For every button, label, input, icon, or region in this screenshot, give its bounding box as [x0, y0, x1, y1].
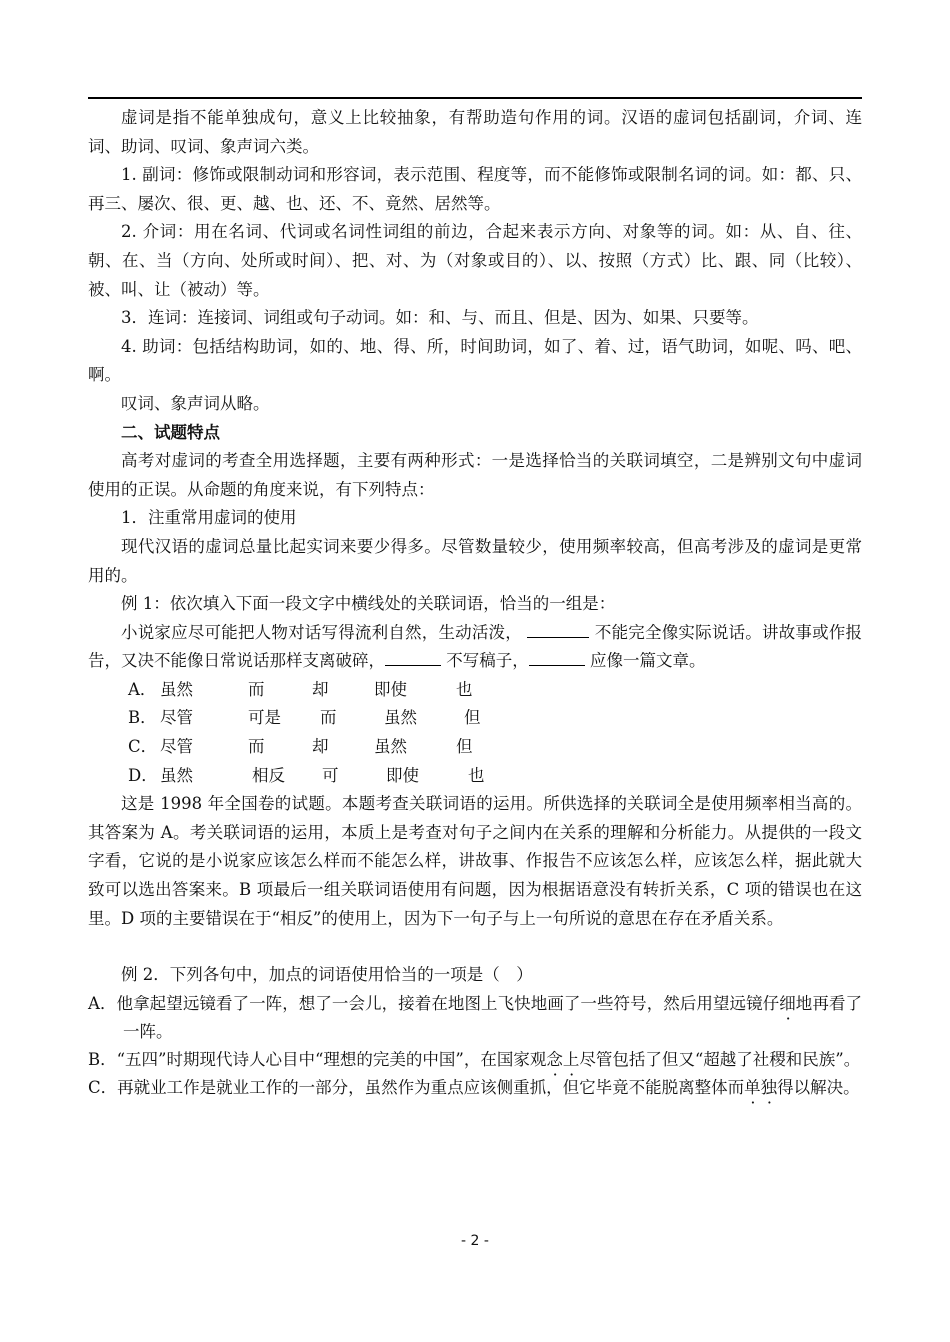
example-2-option-c: C．再就业工作是就业工作的一部分，虽然作为重点应该侧重抓，但它毕竟不能脱离整体而单独得以解决。	[88, 1077, 860, 1097]
paragraph: 4. 助词：包括结构助词，如的、地、得、所，时间助词，如了、着、过，语气助词，如呢、吗、吧、啊。	[88, 336, 862, 385]
example-1-question: 例 1：依次填入下面一段文字中横线处的关联词语，恰当的一组是：	[121, 594, 616, 614]
paragraph: 叹词、象声词从略。	[121, 393, 270, 413]
emphasis-dot-word: 以	[793, 1077, 811, 1097]
example-2-option-a: A．他拿起望远镜看了一阵，想了一会儿，接着在地图上飞快地画了一些符号，然后用望远镜仔细地再看了一阵。	[88, 993, 863, 1041]
example-2-question: 例 2．下列各句中，加点的词语使用恰当的一项是（ ）	[121, 965, 533, 985]
paragraph: 现代汉语的虚词总量比起实词来要少得多。尽管数量较少，使用频率较高，但高考涉及的虚词是更常用的。	[88, 536, 862, 585]
answer-analysis: 这是 1998 年全国卷的试题。本题考查关联词语的运用。所供选择的关联词全是使用频率相当高的。其答案为 A。考关联词语的运用，本质上是考查对句子之间内在关系的理解和分析能力。从提供的一段文字看，它说的是小说家应该怎么样而不能怎么样，讲故事、作报告不应该怎么样，应该怎么样，据此就大致可以选出答案来。B 项最后一组关联词语使用有问题，因为根据语意没有转折关系，C 项的错误也在这里。D 项的主要错误在于“相反”的使用上，因为下一句子与上一句所说的意思在存在矛盾关系。	[88, 794, 862, 928]
option-row: A． 虽然 而 却 即使 也	[128, 679, 473, 699]
paragraph: 高考对虚词的考查全用选择题，主要有两种形式：一是选择恰当的关联词填空，二是辨别文句中虚词使用的正误。从命题的角度来说，有下列特点：	[88, 451, 862, 499]
option-row: B． 尽管 可是 而 虽然 但	[128, 708, 481, 728]
emphasis-dot-word: 管	[595, 1049, 613, 1069]
paragraph: 1. 副词：修饰或限制动词和形容词，表示范围、程度等，而不能修饰或限制名词的词。如：都、只、再三、屡次、很、更、越、也、还、不、竟然、居然等。	[88, 165, 862, 213]
paragraph: 虚词是指不能单独成句，意义上比较抽象，有帮助造句作用的词。汉语的虚词包括副词，介词、连词、助词、叹词、象声词六类。	[88, 108, 862, 156]
document-body	[88, 104, 862, 1102]
emphasis-dot-word: 再	[812, 993, 829, 1013]
paragraph: 2. 介词：用在名词、代词或名词性词组的前边，合起来表示方向、对象等的词。如：从、自、往、朝、在、当（方向、处所或时间）、把、对、为（对象或目的）、以、按照（方式）比、跟、同（比较）、被、叫、让（被动）等。	[88, 222, 862, 299]
paragraph: 3．连词：连接词、词组或句子动词。如：和、与、而且、但是、因为、如果、只要等。	[121, 308, 759, 328]
example-1-passage: 小说家应尽可能把人物对话写得流利自然，生动活泼， 不能完全像实际说话。讲故事或作报告，又决不能像日常说话那样支离破碎， 不写稿子， 应像一篇文章。	[88, 619, 862, 676]
fill-blank-3	[529, 649, 585, 667]
fill-blank-2	[385, 649, 441, 667]
header-rule	[88, 97, 862, 99]
option-row: C． 尽管 而 却 虽然 但	[128, 737, 473, 757]
fill-blank-1	[527, 620, 589, 638]
emphasis-dot-word: 得	[777, 1077, 794, 1097]
page-number: - 2 -	[461, 1233, 489, 1249]
paragraph: 1．注重常用虚词的使用	[121, 508, 297, 528]
option-row: D． 虽然 相反 可 即使 也	[128, 765, 485, 785]
section-heading: 二、试题特点	[121, 422, 220, 442]
emphasis-dot-word: 尽	[579, 1049, 596, 1069]
example-2-option-b: B．“五四”时期现代诗人心目中“理想的完美的中国”，在国家观念上尽管包括了但又“超越了社稷和民族”。	[88, 1049, 861, 1069]
